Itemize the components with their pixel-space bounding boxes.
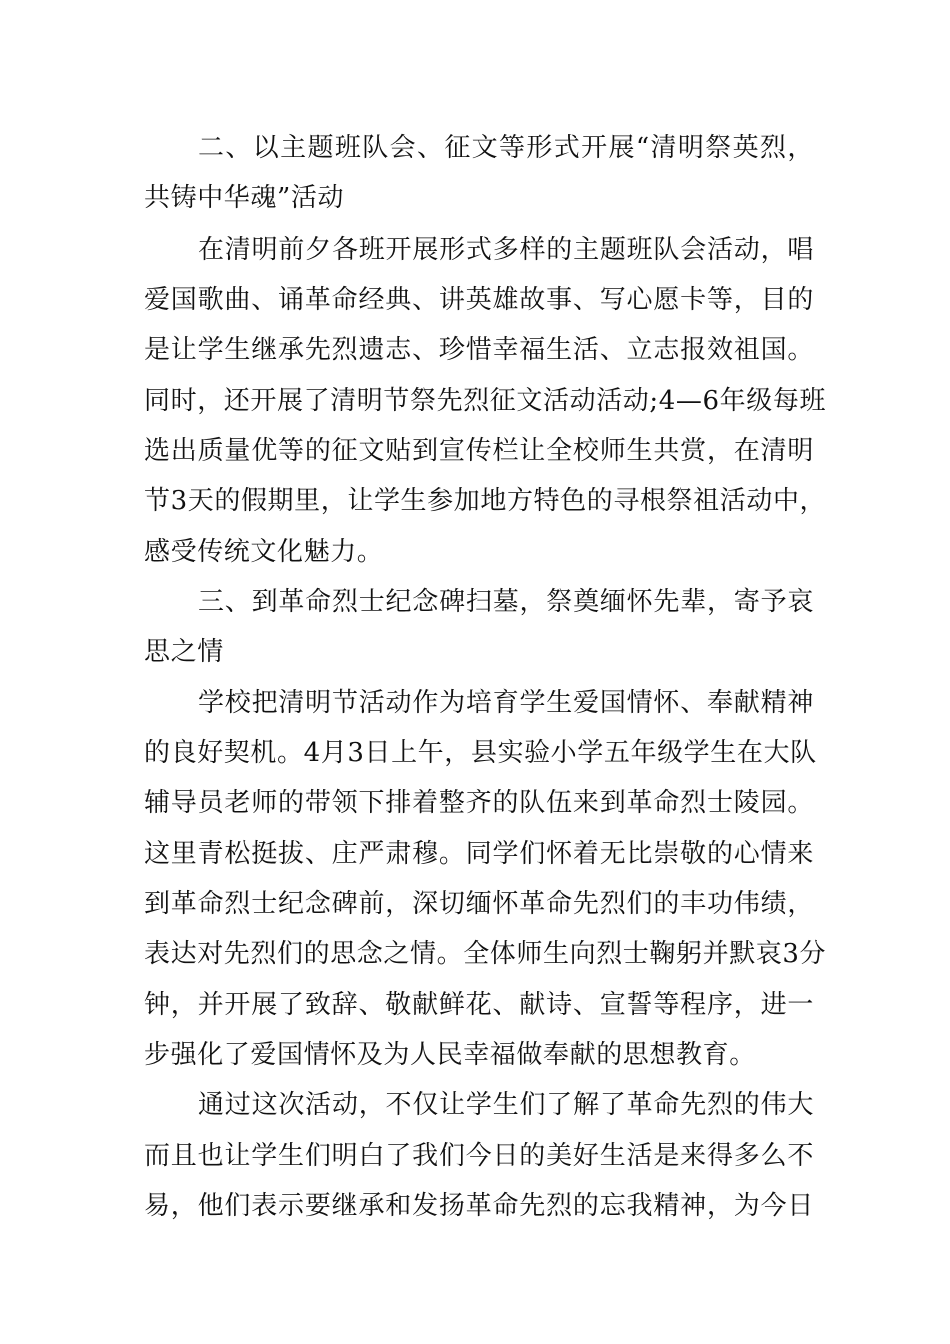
- paragraph-3-line-1: 学校把清明节活动作为培育学生爱国情怀、奉献精神: [198, 688, 814, 718]
- paragraph-2-line-6: 节3天的假期里，让学生参加地方特色的寻根祭祖活动中，: [144, 486, 827, 516]
- paragraph-3-line-5: 到革命烈士纪念碑前，深切缅怀革命先烈们的丰功伟绩，: [144, 889, 814, 919]
- paragraph-2-line-4: 同时，还开展了清明节祭先烈征文活动活动;4—6年级每班: [144, 386, 827, 416]
- paragraph-3-line-6: 表达对先烈们的思念之情。全体师生向烈士鞠躬并默哀3分: [144, 939, 827, 969]
- heading-2-line-1: 二、以主题班队会、征文等形式开展“清明祭英烈，: [198, 133, 814, 163]
- paragraph-3-line-8: 步强化了爱国情怀及为人民幸福做奉献的思想教育。: [144, 1040, 756, 1070]
- heading-3-line-1: 三、到革命烈士纪念碑扫墓，祭奠缅怀先辈，寄予哀: [198, 587, 814, 617]
- paragraph-2-line-2: 爱国歌曲、诵革命经典、讲英雄故事、写心愿卡等，目的: [144, 285, 814, 315]
- paragraph-3-line-7: 钟，并开展了致辞、敬献鲜花、献诗、宣誓等程序，进一: [144, 990, 814, 1020]
- paragraph-2-line-3: 是让学生继承先烈遗志、珍惜幸福生活、立志报效祖国。: [144, 335, 814, 365]
- heading-3-line-2: 思之情: [144, 637, 224, 667]
- paragraph-2-line-1: 在清明前夕各班开展形式多样的主题班队会活动，唱: [198, 235, 814, 265]
- heading-2-line-2: 共铸中华魂”活动: [144, 183, 345, 213]
- paragraph-3-line-4: 这里青松挺拔、庄严肃穆。同学们怀着无比崇敬的心情来: [144, 839, 814, 869]
- paragraph-3-line-3: 辅导员老师的带领下排着整齐的队伍来到革命烈士陵园。: [144, 788, 814, 818]
- paragraph-4-line-2: 而且也让学生们明白了我们今日的美好生活是来得多么不: [144, 1141, 814, 1171]
- paragraph-4-line-3: 易，他们表示要继承和发扬革命先烈的忘我精神，为今日: [144, 1191, 814, 1221]
- paragraph-4-line-1: 通过这次活动，不仅让学生们了解了革命先烈的伟大: [198, 1090, 814, 1120]
- paragraph-2-line-7: 感受传统文化魅力。: [144, 537, 384, 567]
- paragraph-2-line-5: 选出质量优等的征文贴到宣传栏让全校师生共赏，在清明: [144, 436, 814, 466]
- paragraph-3-line-2: 的良好契机。4月3日上午，县实验小学五年级学生在大队: [144, 738, 817, 768]
